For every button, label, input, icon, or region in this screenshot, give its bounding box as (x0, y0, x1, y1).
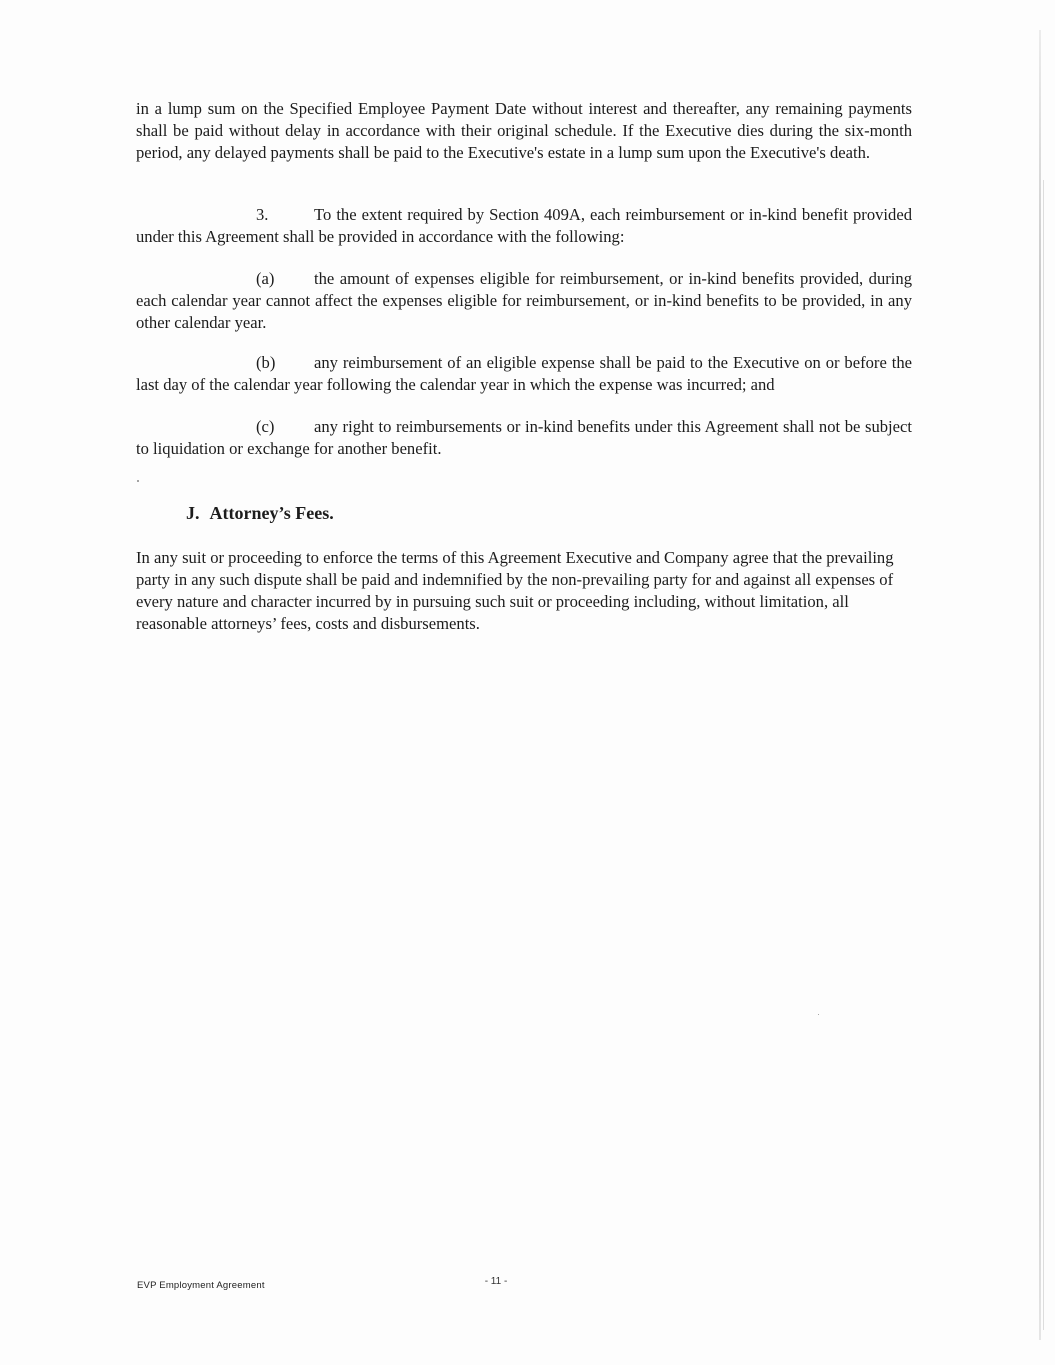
item-3-text: To the extent required by Section 409A, each reimbursement or in-kind benefit provided under this Agreement shall be provided in accordance with the following: (136, 205, 912, 246)
item-b-label: (b) (256, 353, 276, 372)
item-b-text: any reimbursement of an eligible expense shall be paid to the Executive on or before the last day of the calendar year following the calendar year in which the expense was incurred; and (136, 353, 912, 394)
section-j-title: Attorney’s Fees. (209, 503, 334, 523)
item-3-label: 3. (256, 205, 269, 224)
item-a-text: the amount of expenses eligible for reimbursement, or in-kind benefits provided, during each calendar year cannot affect the expenses eligible for reimbursement, or in-kind benefits to be provided, in any other calendar year. (136, 269, 912, 332)
scan-speck (818, 1014, 819, 1015)
item-c-label: (c) (256, 417, 275, 436)
item-c-text: any right to reimbursements or in-kind benefits under this Agreement shall not be subject to liquidation or exchange for another benefit. (136, 417, 912, 458)
continuation-paragraph: in a lump sum on the Specified Employee Payment Date without interest and thereafter, any remaining payments shall be paid without delay in accordance with their original schedule. If the Executive dies during the six-month period, any delayed payments shall be paid to the Executive's estate in a lump sum upon the Executive's death. (136, 99, 912, 162)
footer-page-number: - 11 - (484, 1276, 508, 1287)
item-b-paragraph (136, 352, 912, 396)
item-c-paragraph (136, 416, 912, 460)
section-j-paragraph: In any suit or proceeding to enforce the terms of this Agreement Executive and Company agree that the prevailing party in any such dispute shall be paid and indemnified by the non-prevailing party for and against all expenses of every nature and character incurred by in pursuing such suit or proceeding including, without limitation, all reasonable attorneys’ fees, costs and disbursements. (136, 548, 894, 633)
item-a-label: (a) (256, 269, 275, 288)
section-j-heading (186, 503, 334, 524)
footer-document-name: EVP Employment Agreement (137, 1280, 265, 1291)
scan-edge-line (1039, 30, 1041, 1340)
item-3-paragraph (136, 204, 912, 248)
scan-speck (137, 480, 139, 482)
item-a-paragraph (136, 268, 912, 334)
scan-edge-line-secondary (1043, 180, 1044, 1330)
section-j-letter: J. (186, 503, 200, 523)
